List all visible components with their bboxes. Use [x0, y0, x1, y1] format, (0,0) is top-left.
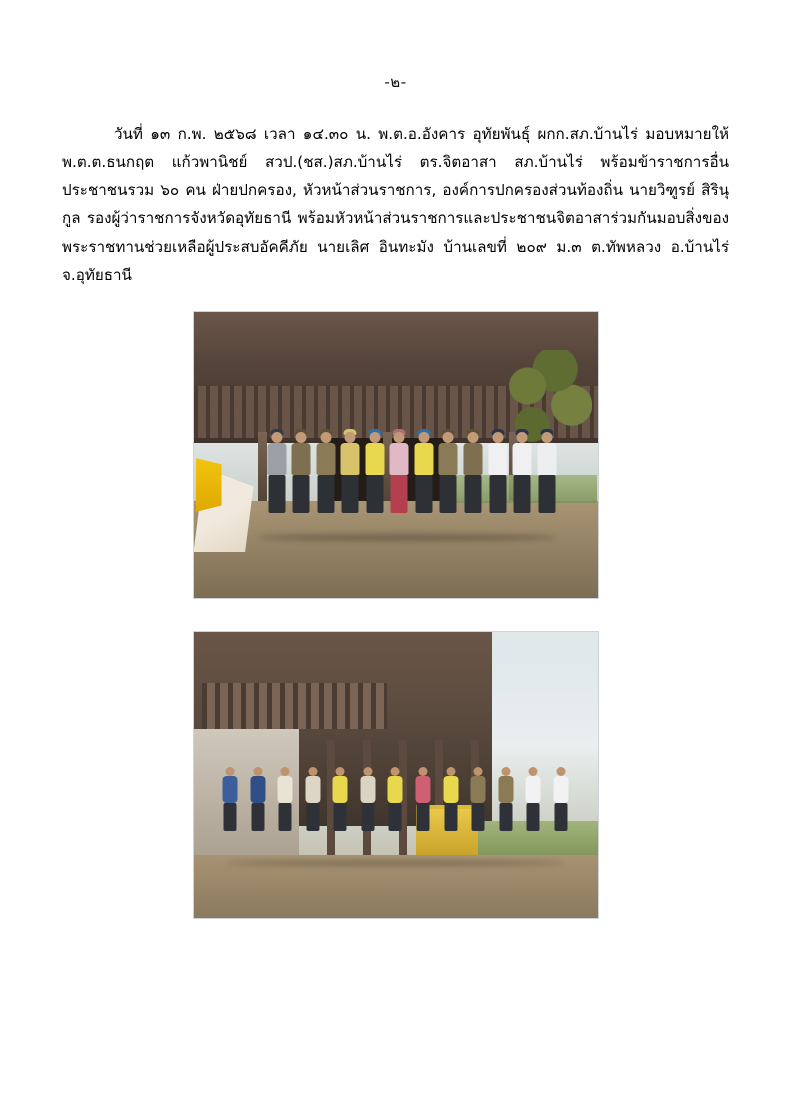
person-figure: [328, 763, 353, 860]
person-figure: [521, 763, 546, 860]
person-figure: [383, 763, 408, 860]
person-figure: [487, 432, 508, 535]
person-figure: [356, 763, 381, 860]
photo2-people-row: [218, 763, 574, 860]
photo-list: [62, 311, 729, 919]
page-number: -๒-: [384, 73, 407, 91]
person-figure: [512, 432, 533, 535]
person-figure: [411, 763, 436, 860]
photo-ceremony-handover: [193, 631, 599, 919]
person-figure: [438, 763, 463, 860]
person-figure: [273, 763, 298, 860]
document-page: [0, 70, 791, 1094]
photo1-people-row: [266, 432, 557, 535]
body-paragraph: [62, 120, 729, 289]
person-figure: [364, 432, 385, 535]
photo-group-officials: [193, 311, 599, 599]
person-figure: [340, 432, 361, 535]
photo1-flag: [196, 458, 222, 512]
person-figure: [218, 763, 243, 860]
person-figure: [266, 432, 287, 535]
person-figure: [291, 432, 312, 535]
person-figure: [536, 432, 557, 535]
photo2-balcony-railing: [202, 683, 388, 729]
person-figure: [300, 763, 325, 860]
paragraph-text: วันที่ ๑๓ ก.พ. ๒๕๖๘ เวลา ๑๔.๓๐ น. พ.ต.อ.อังคาร อุทัยพันธุ์ ผกก.สภ.บ้านไร่ มอบหมายให้ พ.ต.ต.ธนกฤต แก้วพานิชย์ สวป.(ชส.)สภ.บ้านไร่ ตร.จิตอาสา สภ.บ้านไร่ พร้อมข้าราชการอื่น ประชาชนรวม ๖๐ คน ฝ่ายปกครอง, หัวหน้าส่วนราชการ, องค์การปกครองส่วนท้องถิ่น นายวิฑูรย์ สิรินุกูล รองผู้ว่าราชการจังหวัดอุทัยธานี พร้อมหัวหน้าส่วนราชการและประชาชนจิตอาสาร่วมกันมอบสิ่งของพระราชทานช่วยเหลือผู้ประสบอัคคีภัย นายเลิศ อินทะมัง บ้านเลขที่ ๒๐๙ ม.๓ ต.ทัพหลวง อ.บ้านไร่ จ.อุทัยธานี: [62, 125, 729, 284]
person-figure: [549, 763, 574, 860]
person-figure: [413, 432, 434, 535]
person-figure: [494, 763, 519, 860]
person-figure: [466, 763, 491, 860]
person-figure: [389, 432, 410, 535]
person-figure: [462, 432, 483, 535]
person-figure: [315, 432, 336, 535]
person-figure: [245, 763, 270, 860]
person-figure: [438, 432, 459, 535]
